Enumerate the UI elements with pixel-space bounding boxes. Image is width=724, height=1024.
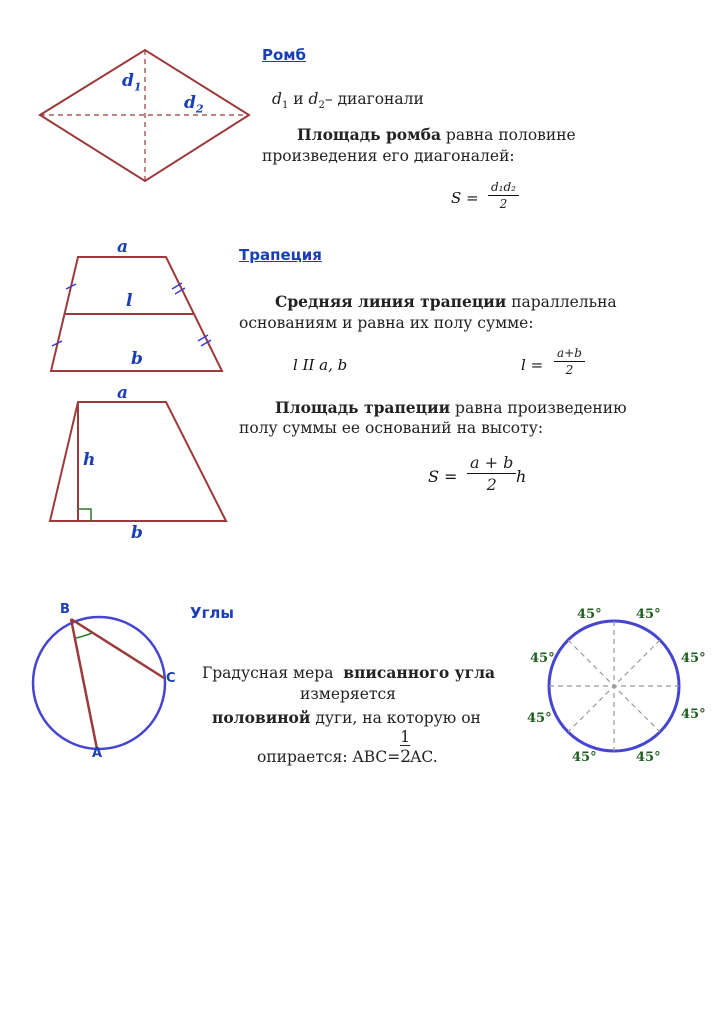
half-denominator: 2: [400, 747, 412, 767]
rhombus-area-line2: произведения его диагоналей:: [262, 147, 515, 165]
angles-line4-post: AC.: [410, 748, 438, 766]
rhombus-heading: Ромб: [262, 46, 307, 64]
trapezoid-area-outline: [50, 402, 226, 521]
degree-label-7: 45°: [572, 750, 597, 765]
rhombus-figure: [40, 50, 249, 181]
angles-heading: Углы: [190, 604, 234, 622]
trapezoid-area-label-b: b: [131, 523, 143, 543]
midline-bold: Средняя линия трапеции: [275, 292, 507, 311]
trapezoid-area-label-a: a: [117, 383, 129, 403]
degree-circle-figure: [549, 621, 679, 751]
trapezoid-label-a: a: [117, 237, 129, 257]
trapezoid-area-formula-lhs: S =: [428, 467, 458, 486]
degree-label-5: 45°: [527, 711, 552, 726]
d1-subscript: 1: [133, 80, 142, 94]
angle-arc: [76, 633, 92, 638]
right-angle-mark: [78, 509, 91, 521]
angles-line4-pre: опирается: ABC=: [257, 748, 401, 766]
midline-formula-numerator: a+b: [554, 346, 585, 362]
angles-line1-pre: Градусная мера: [202, 664, 344, 682]
chord-bc: [71, 619, 164, 678]
rhombus-label-d2: [184, 94, 204, 118]
midline-line1: [275, 293, 617, 311]
point-a-label: A: [92, 746, 103, 761]
trapezoid-heading: Трапеция: [239, 246, 322, 264]
angles-line3-bold: половиной: [212, 708, 311, 727]
d2-subscript: 2: [195, 102, 204, 116]
midline-line2: основаниям и равна их полу сумме:: [239, 314, 534, 332]
d2-letter: d: [184, 93, 196, 113]
angles-line4: [257, 728, 438, 767]
degree-label-6: 45°: [681, 707, 706, 722]
trapezoid-area-label-h: h: [83, 450, 96, 470]
angles-line1-bold: вписанного угла: [343, 663, 496, 682]
diag-and: и: [288, 90, 309, 108]
angles-line1: [202, 664, 495, 682]
diag-sub1: 1: [281, 100, 289, 112]
trapezoid-area-figure: [50, 402, 226, 521]
midline-formula-fraction: [554, 346, 585, 377]
rhombus-area-line1: [297, 126, 576, 144]
diag-rest: – диагонали: [324, 90, 424, 108]
trapezoid-label-l: l: [126, 291, 133, 311]
trapezoid-area-formula-rhs: h: [516, 467, 527, 486]
degree-label-3: 45°: [530, 651, 555, 666]
trapezoid-area-line1: [275, 399, 627, 417]
trapezoid-area-line2: полу суммы ее оснований на высоту:: [239, 419, 544, 437]
trapezoid-area-denominator: 2: [486, 475, 497, 494]
half-numerator: 1: [400, 728, 411, 746]
point-b-label: B: [60, 602, 70, 617]
half-fraction: [400, 728, 412, 767]
point-c-label: C: [166, 671, 176, 686]
midline-formula-denominator: 2: [565, 363, 574, 377]
trapezoid-area-text: равна произведению: [450, 399, 627, 417]
rhombus-formula-denominator: 2: [499, 197, 508, 211]
rhombus-area-bold: Площадь ромба: [297, 125, 441, 144]
diag-sub2: 2: [318, 100, 325, 112]
trapezoid-area-fraction: [467, 453, 516, 494]
rhombus-formula-numerator: d₁d₂: [488, 180, 519, 196]
rhombus-diagonals-line: [272, 90, 424, 115]
trapezoid-area-numerator: a + b: [467, 453, 516, 474]
trapezoid-area-bold: Площадь трапеции: [275, 398, 451, 417]
degree-label-4: 45°: [681, 651, 706, 666]
diag-d2: d: [308, 90, 319, 108]
angles-line3: [212, 709, 481, 727]
rhombus-area-text: равна половине: [441, 126, 576, 144]
degree-label-8: 45°: [636, 750, 661, 765]
angles-line2: измеряется: [300, 685, 396, 703]
trapezoid-label-b: b: [131, 349, 143, 369]
d1-letter: d: [122, 71, 134, 91]
degree-label-2: 45°: [636, 607, 661, 622]
angles-line3-text: дуги, на которую он: [310, 709, 481, 727]
chord-ba: [71, 619, 97, 749]
midline-text: параллельна: [506, 293, 617, 311]
rhombus-label-d1: [122, 72, 142, 96]
midline-formula-lhs: l =: [521, 356, 544, 374]
degree-label-1: 45°: [577, 607, 602, 622]
diag-d1: d: [272, 90, 282, 108]
parallel-formula: l II a, b: [293, 356, 348, 374]
inscribed-angle-figure: [33, 617, 165, 749]
rhombus-formula-lhs: S =: [451, 189, 479, 207]
rhombus-formula-fraction: [488, 180, 519, 211]
